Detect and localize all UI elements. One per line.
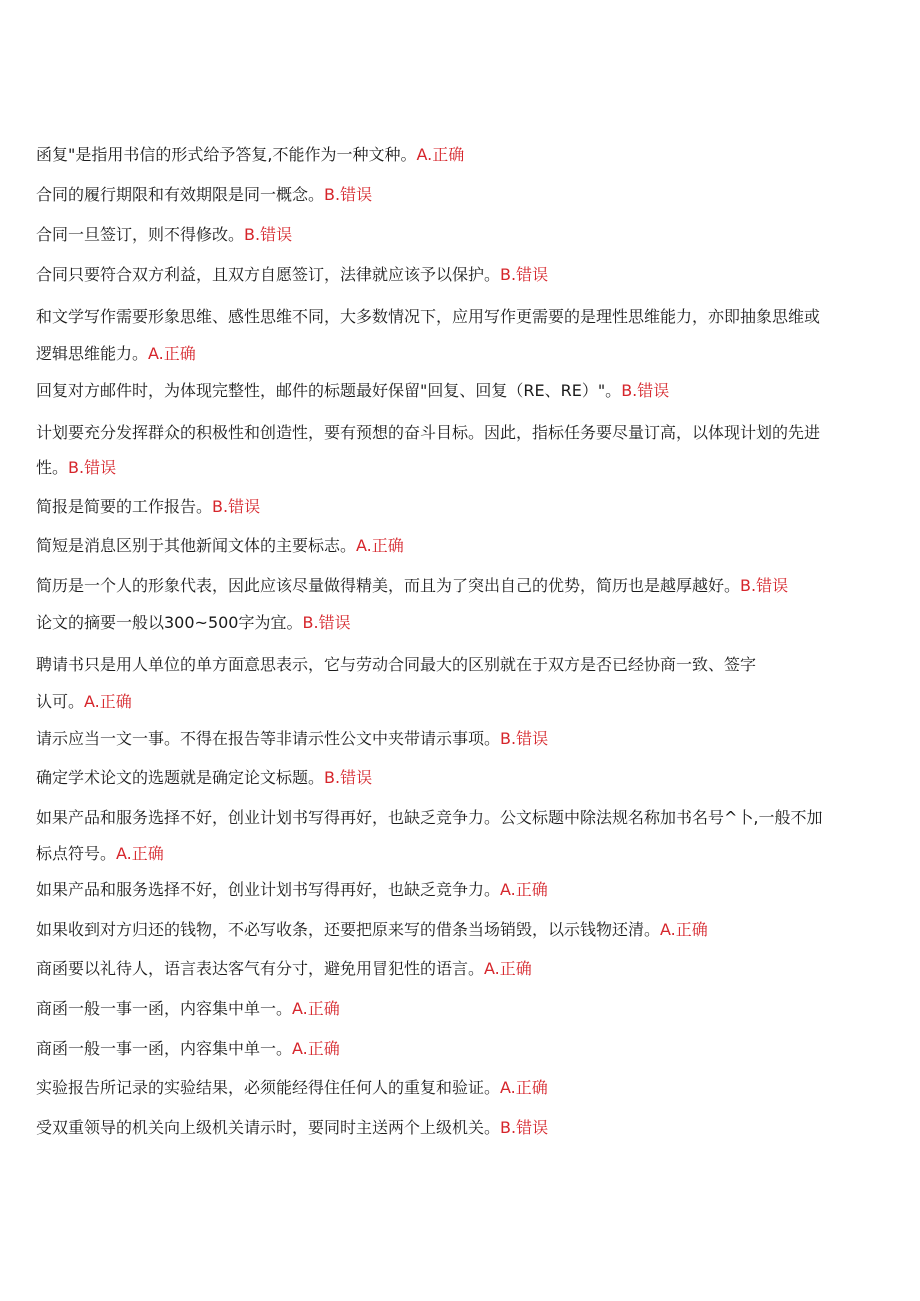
question-text: 简报是简要的工作报告。 [36, 497, 213, 516]
question-text: 计划要充分发挥群众的积极性和创造性，要有预想的奋斗目标。因此，指标任务要尽量订高，以体现计划的先进 [36, 423, 821, 442]
question-text: 如果产品和服务选择不好，创业计划书写得再好，也缺乏竞争力。公文标题中除法规名称加书名号^卜,一般不加 [36, 808, 823, 827]
answer-text: B.错误 [500, 265, 549, 284]
question-text: 请示应当一文一事。不得在报告等非请示性公文中夹带请示事项。 [36, 729, 501, 748]
question-text: 简短是消息区别于其他新闻文体的主要标志。 [36, 536, 357, 555]
question-line-continued [36, 692, 886, 712]
question-text: 如果收到对方归还的钱物，不必写收条，还要把原来写的借条当场销毁，以示钱物还清。 [36, 920, 661, 939]
answer-text: A.正确 [416, 145, 465, 164]
question-line [36, 808, 886, 828]
answer-text: A.正确 [500, 880, 548, 899]
answer-text: B.错误 [500, 1118, 549, 1137]
answer-text: A.正确 [484, 959, 532, 978]
question-text: 简历是一个人的形象代表，因此应该尽量做得精美，而且为了突出自己的优势，简历也是越厚越好。 [36, 576, 741, 595]
answer-text: B.错误 [244, 225, 293, 244]
question-text: 回复对方邮件时，为体现完整性，邮件的标题最好保留"回复、回复（RE、RE）"。 [36, 381, 622, 400]
question-line [36, 1118, 886, 1138]
question-text: 认可。 [36, 692, 85, 711]
question-text: 函复"是指用书信的形式给予答复,不能作为一种文种。 [36, 145, 417, 164]
answer-text: B.错误 [740, 576, 789, 595]
answer-text: A.正确 [148, 344, 196, 363]
answer-text: A.正确 [356, 536, 404, 555]
question-text: 确定学术论文的选题就是确定论文标题。 [36, 768, 325, 787]
question-text: 性。 [36, 458, 69, 477]
question-text: 商函一般一事一函，内容集中单一。 [36, 999, 293, 1018]
answer-text: B.错误 [324, 185, 373, 204]
answer-text: A.正确 [292, 999, 340, 1018]
answer-text: B.错误 [212, 497, 261, 516]
question-line [36, 576, 886, 596]
question-text: 标点符号。 [36, 844, 117, 863]
question-line-continued [36, 844, 886, 864]
question-text: 论文的摘要一般以300~500字为宜。 [36, 613, 303, 632]
question-line [36, 1039, 886, 1059]
question-text: 实验报告所记录的实验结果，必须能经得住任何人的重复和验证。 [36, 1078, 501, 1097]
question-line [36, 307, 886, 327]
question-text: 如果产品和服务选择不好，创业计划书写得再好，也缺乏竞争力。 [36, 880, 501, 899]
question-line [36, 920, 886, 940]
question-line [36, 381, 886, 401]
question-line-continued [36, 344, 886, 364]
question-line [36, 880, 886, 900]
answer-text: B.错误 [324, 768, 373, 787]
answer-text: A.正确 [292, 1039, 340, 1058]
question-line-continued [36, 458, 886, 478]
question-line [36, 225, 886, 245]
answer-text: B.错误 [621, 381, 670, 400]
question-line [36, 1078, 886, 1098]
question-line [36, 655, 886, 675]
question-text: 商函一般一事一函，内容集中单一。 [36, 1039, 293, 1058]
answer-text: A.正确 [116, 844, 164, 863]
question-line [36, 536, 886, 556]
question-text: 受双重领导的机关向上级机关请示时，要同时主送两个上级机关。 [36, 1118, 501, 1137]
question-line [36, 768, 886, 788]
question-line [36, 613, 886, 633]
question-line [36, 423, 886, 443]
question-text: 商函要以礼待人，语言表达客气有分寸，避免用冒犯性的语言。 [36, 959, 485, 978]
answer-text: A.正确 [500, 1078, 548, 1097]
answer-text: B.错误 [500, 729, 549, 748]
answer-text: A.正确 [660, 920, 708, 939]
question-line [36, 185, 886, 205]
question-text: 合同只要符合双方利益，且双方自愿签订，法律就应该予以保护。 [36, 265, 501, 284]
question-line [36, 729, 886, 749]
question-text: 和文学写作需要形象思维、感性思维不同，大多数情况下，应用写作更需要的是理性思维能力，亦即抽象思维或 [36, 307, 821, 326]
question-line [36, 959, 886, 979]
question-line [36, 497, 886, 517]
question-line [36, 999, 886, 1019]
question-line [36, 265, 886, 285]
answer-text: A.正确 [84, 692, 132, 711]
answer-text: B.错误 [68, 458, 117, 477]
question-text: 合同一旦签订，则不得修改。 [36, 225, 245, 244]
question-text: 聘请书只是用人单位的单方面意思表示，它与劳动合同最大的区别就在于双方是否已经协商一致、签字 [36, 655, 757, 674]
question-text: 逻辑思维能力。 [36, 344, 149, 363]
question-line [36, 145, 886, 165]
question-text: 合同的履行期限和有效期限是同一概念。 [36, 185, 325, 204]
answer-text: B.错误 [302, 613, 351, 632]
